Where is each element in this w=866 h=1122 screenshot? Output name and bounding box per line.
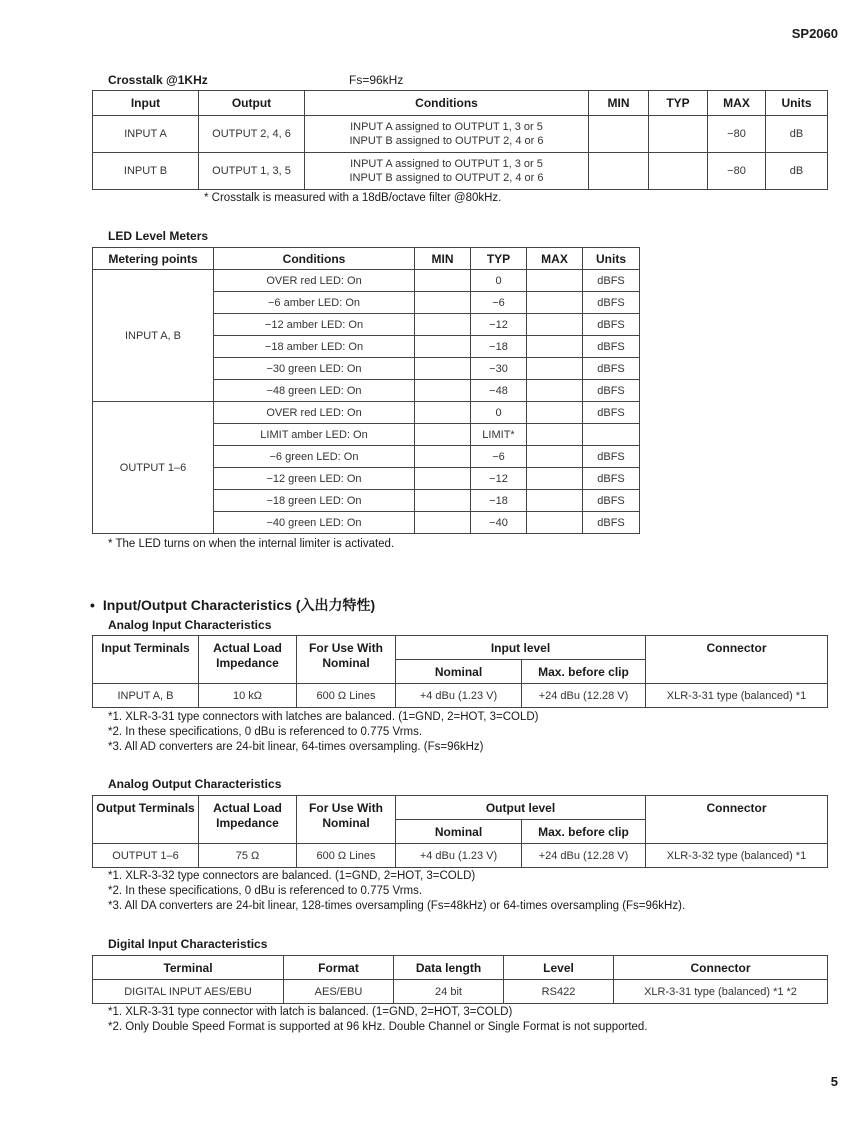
digital-input-notes	[108, 1005, 648, 1035]
col-header: MAX	[527, 248, 583, 270]
cell-typ: −12	[471, 468, 527, 490]
col-header: TYP	[649, 91, 708, 116]
condition-line: INPUT A assigned to OUTPUT 1, 3 or 5	[350, 158, 543, 170]
cell-units: dB	[766, 153, 828, 190]
cell-conditions	[305, 153, 589, 190]
cell-nominal-use: 600 Ω Lines	[297, 684, 396, 708]
analog-output-table	[92, 795, 828, 868]
col-header: Output Terminals	[93, 796, 199, 844]
analog-output-notes	[108, 869, 685, 914]
cell-units: dBFS	[583, 446, 640, 468]
cell-min	[589, 116, 649, 153]
col-header: Nominal	[396, 820, 522, 844]
page-number: 5	[830, 1074, 838, 1089]
cell-condition: −12 amber LED: On	[214, 314, 415, 336]
cell-max	[527, 270, 583, 292]
cell-impedance: 10 kΩ	[199, 684, 297, 708]
cell-min	[415, 424, 471, 446]
cell-output: OUTPUT 1, 3, 5	[199, 153, 305, 190]
cell-impedance: 75 Ω	[199, 844, 297, 868]
col-header: Connector	[646, 636, 828, 684]
cell-level: RS422	[504, 980, 614, 1004]
cell-connector: XLR-3-31 type (balanced) *1 *2	[614, 980, 828, 1004]
col-header: Max. before clip	[522, 660, 646, 684]
cell-metering-point: OUTPUT 1–6	[93, 402, 214, 534]
analog-input-title: Analog Input Characteristics	[108, 618, 272, 632]
cell-typ: 0	[471, 270, 527, 292]
table-row	[93, 980, 828, 1004]
col-header: Format	[284, 956, 394, 980]
cell-typ: −6	[471, 446, 527, 468]
led-title: LED Level Meters	[108, 229, 209, 243]
cell-nominal-use: 600 Ω Lines	[297, 844, 396, 868]
cell-nominal: +4 dBu (1.23 V)	[396, 844, 522, 868]
cell-conditions	[305, 116, 589, 153]
cell-max	[527, 380, 583, 402]
cell-condition: −48 green LED: On	[214, 380, 415, 402]
cell-units: dBFS	[583, 512, 640, 534]
header-row	[93, 636, 828, 660]
condition-line: INPUT B assigned to OUTPUT 2, 4 or 6	[349, 172, 544, 184]
col-header: Input level	[396, 636, 646, 660]
cell-typ	[649, 116, 708, 153]
cell-units: dBFS	[583, 380, 640, 402]
crosstalk-fs: Fs=96kHz	[349, 73, 404, 87]
cell-input: INPUT B	[93, 153, 199, 190]
header-row	[93, 956, 828, 980]
col-header: For Use With Nominal	[297, 796, 396, 844]
col-header: Units	[766, 91, 828, 116]
io-section-heading	[90, 595, 375, 615]
cell-units: dBFS	[583, 292, 640, 314]
cell-max	[527, 424, 583, 446]
col-header: Data length	[394, 956, 504, 980]
cell-condition: OVER red LED: On	[214, 402, 415, 424]
cell-connector: XLR-3-31 type (balanced) *1	[646, 684, 828, 708]
cell-max: −80	[708, 153, 766, 190]
led-table	[92, 247, 640, 534]
col-header: TYP	[471, 248, 527, 270]
cell-min	[415, 270, 471, 292]
cell-min	[415, 468, 471, 490]
analog-input-table	[92, 635, 828, 708]
cell-condition: −6 amber LED: On	[214, 292, 415, 314]
cell-max	[527, 336, 583, 358]
cell-terminal: DIGITAL INPUT AES/EBU	[93, 980, 284, 1004]
table-row	[93, 270, 640, 292]
cell-terminal: INPUT A, B	[93, 684, 199, 708]
cell-min	[415, 490, 471, 512]
cell-typ: −30	[471, 358, 527, 380]
col-header: MAX	[708, 91, 766, 116]
col-header: Conditions	[305, 91, 589, 116]
cell-max	[527, 402, 583, 424]
table-row	[93, 116, 828, 153]
col-header: Metering points	[93, 248, 214, 270]
header-row	[93, 796, 828, 820]
cell-typ: LIMIT*	[471, 424, 527, 446]
cell-terminal: OUTPUT 1–6	[93, 844, 199, 868]
cell-min	[415, 380, 471, 402]
led-header-row	[93, 248, 640, 270]
cell-units: dBFS	[583, 336, 640, 358]
cell-units	[583, 424, 640, 446]
cell-typ: −48	[471, 380, 527, 402]
cell-max	[527, 468, 583, 490]
cell-typ: −40	[471, 512, 527, 534]
col-header: MIN	[415, 248, 471, 270]
digital-input-title: Digital Input Characteristics	[108, 937, 268, 951]
col-header: Max. before clip	[522, 820, 646, 844]
cell-condition: OVER red LED: On	[214, 270, 415, 292]
model-number: SP2060	[791, 26, 838, 41]
crosstalk-header-row	[93, 91, 828, 116]
footnote: *1. XLR-3-31 type connectors with latches are balanced. (1=GND, 2=HOT, 3=COLD)	[108, 711, 539, 723]
cell-maxclip: +24 dBu (12.28 V)	[522, 684, 646, 708]
col-header: Terminal	[93, 956, 284, 980]
analog-output-title: Analog Output Characteristics	[108, 777, 282, 791]
cell-connector: XLR-3-32 type (balanced) *1	[646, 844, 828, 868]
cell-typ: −6	[471, 292, 527, 314]
analog-input-notes	[108, 710, 539, 755]
col-header: Input	[93, 91, 199, 116]
cell-typ: 0	[471, 402, 527, 424]
cell-max	[527, 512, 583, 534]
table-row	[93, 684, 828, 708]
cell-units: dBFS	[583, 490, 640, 512]
cell-min	[415, 358, 471, 380]
cell-nominal: +4 dBu (1.23 V)	[396, 684, 522, 708]
col-header: Connector	[614, 956, 828, 980]
col-header: Output	[199, 91, 305, 116]
table-row	[93, 844, 828, 868]
table-row	[93, 153, 828, 190]
bullet: •	[90, 597, 95, 613]
cell-condition: −40 green LED: On	[214, 512, 415, 534]
col-header: MIN	[589, 91, 649, 116]
cell-units: dBFS	[583, 402, 640, 424]
cell-min	[415, 402, 471, 424]
footnote: *1. XLR-3-32 type connectors are balanced. (1=GND, 2=HOT, 3=COLD)	[108, 870, 476, 882]
footnote: *3. All AD converters are 24-bit linear, 64-times oversampling. (Fs=96kHz)	[108, 741, 484, 753]
cell-condition: −18 green LED: On	[214, 490, 415, 512]
condition-line: INPUT A assigned to OUTPUT 1, 3 or 5	[350, 121, 543, 133]
cell-min	[415, 336, 471, 358]
cell-condition: −18 amber LED: On	[214, 336, 415, 358]
crosstalk-note: * Crosstalk is measured with a 18dB/octave filter @80kHz.	[204, 192, 502, 204]
digital-input-table	[92, 955, 828, 1004]
cell-condition: −30 green LED: On	[214, 358, 415, 380]
cell-max: −80	[708, 116, 766, 153]
cell-min	[415, 292, 471, 314]
cell-max	[527, 292, 583, 314]
col-header: Nominal	[396, 660, 522, 684]
cell-typ: −12	[471, 314, 527, 336]
cell-min	[415, 314, 471, 336]
table-row	[93, 402, 640, 424]
condition-line: INPUT B assigned to OUTPUT 2, 4 or 6	[349, 135, 544, 147]
cell-max	[527, 490, 583, 512]
cell-data-length: 24 bit	[394, 980, 504, 1004]
crosstalk-table	[92, 90, 828, 190]
cell-units: dBFS	[583, 314, 640, 336]
col-header: Connector	[646, 796, 828, 844]
cell-min	[415, 446, 471, 468]
col-header: Units	[583, 248, 640, 270]
cell-max	[527, 314, 583, 336]
footnote: *1. XLR-3-31 type connector with latch is balanced. (1=GND, 2=HOT, 3=COLD)	[108, 1006, 513, 1018]
cell-units: dB	[766, 116, 828, 153]
cell-output: OUTPUT 2, 4, 6	[199, 116, 305, 153]
crosstalk-title: Crosstalk @1KHz	[108, 73, 208, 87]
col-header: Level	[504, 956, 614, 980]
col-header: Conditions	[214, 248, 415, 270]
cell-units: dBFS	[583, 270, 640, 292]
col-header: Actual Load Impedance	[199, 796, 297, 844]
cell-format: AES/EBU	[284, 980, 394, 1004]
led-note: * The LED turns on when the internal limiter is activated.	[108, 538, 395, 550]
cell-min	[415, 512, 471, 534]
cell-units: dBFS	[583, 358, 640, 380]
cell-typ	[649, 153, 708, 190]
io-section-title: Input/Output Characteristics (入出力特性)	[102, 597, 376, 613]
col-header: Output level	[396, 796, 646, 820]
footnote: *3. All DA converters are 24-bit linear, 128-times oversampling (Fs=48kHz) or 64-times oversampling (Fs=96kHz).	[108, 900, 686, 912]
cell-condition: −12 green LED: On	[214, 468, 415, 490]
cell-metering-point: INPUT A, B	[93, 270, 214, 402]
footnote: *2. In these specifications, 0 dBu is referenced to 0.775 Vrms.	[108, 885, 423, 897]
cell-min	[589, 153, 649, 190]
cell-maxclip: +24 dBu (12.28 V)	[522, 844, 646, 868]
cell-max	[527, 446, 583, 468]
col-header: For Use With Nominal	[297, 636, 396, 684]
cell-condition: LIMIT amber LED: On	[214, 424, 415, 446]
cell-max	[527, 358, 583, 380]
cell-typ: −18	[471, 336, 527, 358]
cell-units: dBFS	[583, 468, 640, 490]
footnote: *2. Only Double Speed Format is supported at 96 kHz. Double Channel or Single Format is not supported.	[108, 1021, 648, 1033]
footnote: *2. In these specifications, 0 dBu is referenced to 0.775 Vrms.	[108, 726, 423, 738]
cell-condition: −6 green LED: On	[214, 446, 415, 468]
col-header: Actual Load Impedance	[199, 636, 297, 684]
col-header: Input Terminals	[93, 636, 199, 684]
cell-typ: −18	[471, 490, 527, 512]
cell-input: INPUT A	[93, 116, 199, 153]
